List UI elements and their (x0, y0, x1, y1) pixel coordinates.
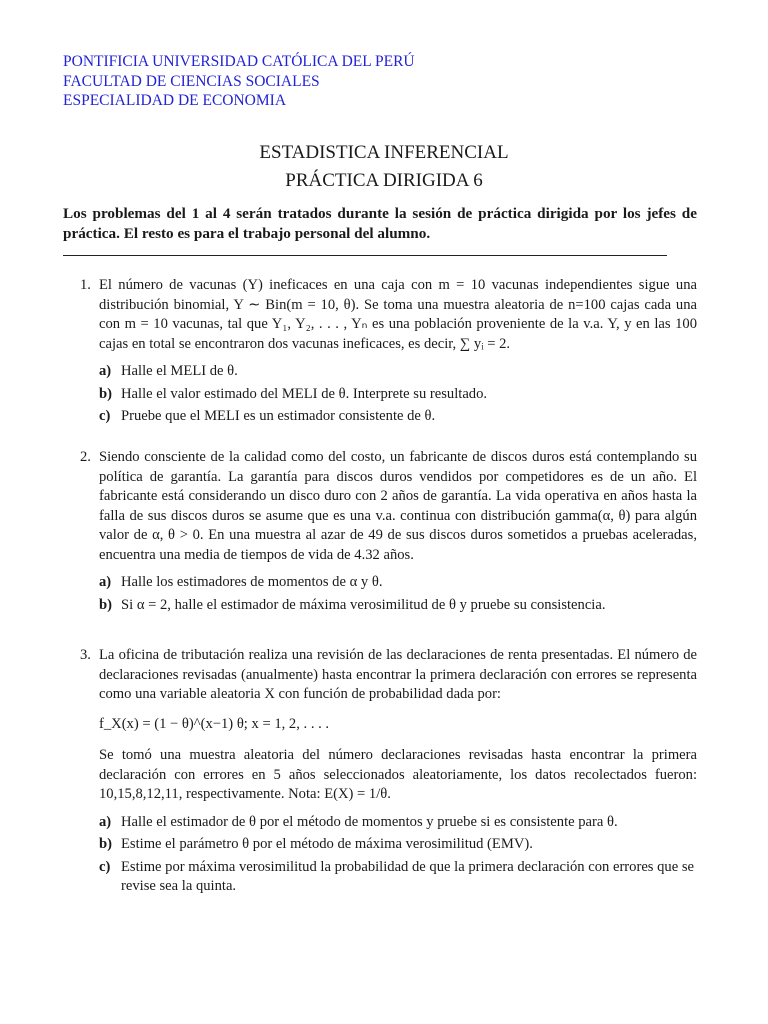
problem-3 (80, 646, 697, 900)
item-text: Estime el parámetro θ por el método de máxima verosimilitud (EMV). (121, 836, 533, 852)
problem-1 (80, 276, 697, 430)
probability-equation: f_X(x) = (1 − θ)^(x−1) θ; x = 1, 2, . . . . (99, 715, 330, 732)
item-text: Si α = 2, halle el estimador de máxima verosimilitud de θ y pruebe su consistencia. (121, 596, 606, 613)
divider (63, 255, 667, 256)
practice-title: PRÁCTICA DIRIGIDA 6 (285, 170, 483, 191)
university-name: PONTIFICIA UNIVERSIDAD CATÓLICA DEL PERÚ (63, 53, 415, 70)
item-label: b) (99, 596, 112, 613)
course-title: ESTADISTICA INFERENCIAL (259, 142, 509, 163)
problem-items (99, 362, 697, 427)
problem-number: 2. (80, 449, 91, 465)
item-text: Halle el MELI de θ. (121, 363, 238, 379)
list-item (99, 835, 697, 855)
list-item (99, 596, 697, 616)
item-label: b) (99, 385, 112, 402)
item-text: Estime por máxima verosimilitud la probabilidad de que la primera declaración con errores que se revise sea la quinta. (121, 858, 695, 894)
problem-number: 3. (80, 647, 91, 663)
problem-items (99, 573, 697, 615)
faculty-name: FACULTAD DE CIENCIAS SOCIALES (63, 72, 320, 90)
item-label: c) (99, 858, 111, 875)
problem-number: 1. (80, 277, 91, 293)
problem-2 (80, 448, 697, 618)
problem-text: La oficina de tributación realiza una revisión de las declaraciones de renta presentadas. El número de declaraciones revisadas (anualmente) hasta encontrar la primera declaración con errores se representa como una variable aleatoria X con función de probabilidad dada por: (99, 647, 697, 702)
item-text: Halle los estimadores de momentos de α y θ. (121, 574, 383, 590)
intro-paragraph: Los problemas del 1 al 4 serán tratados durante la sesión de práctica dirigida por los jefes de práctica. El resto es para el trabajo personal del alumno. (63, 205, 697, 242)
item-label: a) (99, 363, 112, 379)
document-title (0, 139, 768, 195)
item-label: a) (99, 813, 112, 830)
list-item (99, 385, 697, 405)
specialty-name: ESPECIALIDAD DE ECONOMIA (63, 92, 287, 109)
list-item (99, 813, 697, 833)
problem-text: El número de vacunas (Y) ineficaces en una caja con m = 10 vacunas independientes sigue una distribución binomial, Y ∼ Bin(m = 10, θ). Se toma una muestra aleatoria de n=100 cajas cada una con m = 10 vacunas, tal que Y₁, Y₂, . . . , Yₙ es una población proveniente de la v.a. Y, y en las 100 cajas en total se encontraron dos vacunas ineficaces, es decir, ∑ yᵢ = 2. (99, 277, 697, 352)
list-item (99, 858, 697, 897)
list-item (99, 407, 697, 427)
item-text: Halle el estimador de θ por el método de momentos y pruebe si es consistente para θ. (121, 813, 618, 830)
institution-header (63, 52, 415, 111)
item-text: Halle el valor estimado del MELI de θ. Interprete su resultado. (121, 385, 488, 402)
problem-text: Siendo consciente de la calidad como del costo, un fabricante de discos duros está contemplando su política de garantía. La garantía para discos duros vendidos por competidores es de un año. El fabricante está considerando un disco duro con 2 años de garantía. La vida operativa en años hasta la falla de sus discos duros se asume que es una v.a. continua con distribución gamma(α, θ) para algún valor de α, θ > 0. En una muestra al azar de 49 de sus discos duros sometidos a pruebas aceleradas, encuentra una media de tiempos de vida de 4.32 años. (99, 449, 697, 563)
list-item (99, 362, 697, 382)
item-text: Pruebe que el MELI es un estimador consistente de θ. (121, 408, 436, 424)
item-label: b) (99, 836, 112, 852)
problem-items (99, 813, 697, 897)
problem-text-continued: Se tomó una muestra aleatoria del número declaraciones revisadas hasta encontrar la primera declaración con errores en 5 años seleccionados aleatoriamente, los datos recolectados fueron: 10,15,8,12,11, respectivamente. Nota: E(X) = 1/θ. (99, 747, 697, 802)
item-label: c) (99, 408, 111, 424)
item-label: a) (99, 574, 112, 590)
list-item (99, 573, 697, 593)
